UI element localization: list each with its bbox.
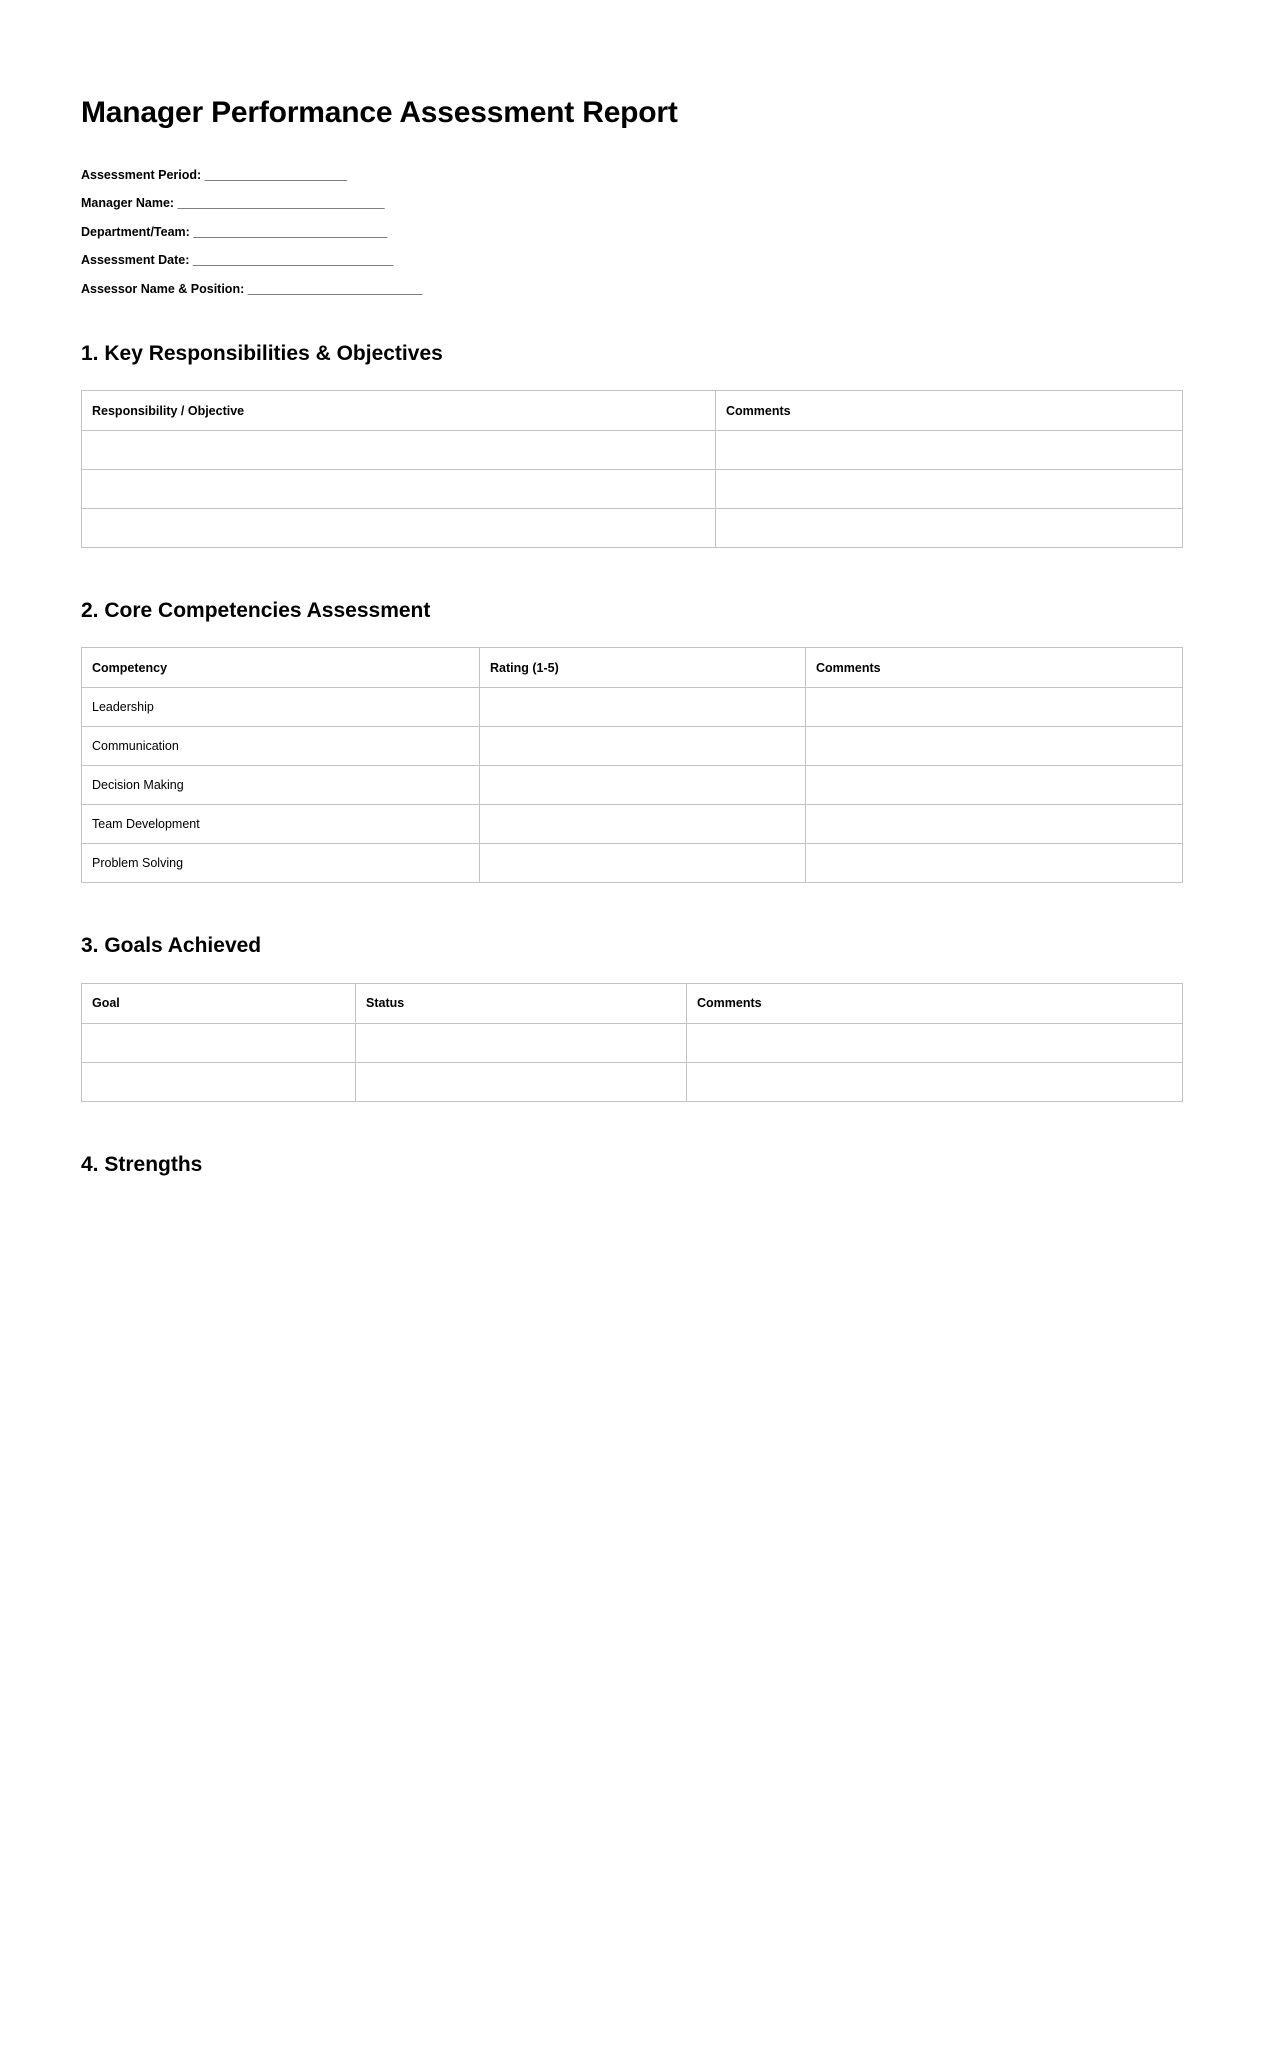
meta-label-assessment-period: Assessment Period: xyxy=(81,167,202,182)
cell-goal[interactable] xyxy=(82,1023,356,1062)
cell-responsibility[interactable] xyxy=(82,509,716,548)
table-row xyxy=(82,727,1183,766)
column-header-rating: Rating (1-5) xyxy=(480,648,806,688)
cell-comments[interactable] xyxy=(716,431,1183,470)
column-header-status: Status xyxy=(356,983,687,1023)
cell-goal[interactable] xyxy=(82,1062,356,1101)
page-title: Manager Performance Assessment Report xyxy=(81,96,678,129)
cell-comments[interactable] xyxy=(716,470,1183,509)
meta-field-assessor-name-position xyxy=(81,283,1182,296)
section-heading-key-responsibilities: 1. Key Responsibilities & Objectives xyxy=(81,342,443,365)
table-header-row xyxy=(82,648,1183,688)
cell-competency-communication: Communication xyxy=(82,727,480,766)
cell-comments-decision-making[interactable] xyxy=(806,766,1183,805)
meta-label-manager-name: Manager Name: xyxy=(81,196,175,210)
cell-rating-leadership[interactable] xyxy=(480,688,806,727)
table-row xyxy=(82,431,1183,470)
column-header-responsibility-objective: Responsibility / Objective xyxy=(82,391,716,431)
cell-status[interactable] xyxy=(356,1023,687,1062)
table-header-row xyxy=(82,391,1183,431)
table-core-competencies xyxy=(81,647,1183,883)
column-header-comments: Comments xyxy=(716,391,1183,431)
table-row xyxy=(82,688,1183,727)
meta-input-assessment-period[interactable]: ______________________ xyxy=(204,167,347,182)
cell-rating-decision-making[interactable] xyxy=(480,766,806,805)
column-header-goal: Goal xyxy=(82,983,356,1023)
table-goals-achieved xyxy=(81,983,1183,1102)
column-header-comments: Comments xyxy=(687,983,1183,1023)
meta-field-assessment-date xyxy=(81,254,1182,267)
cell-rating-communication[interactable] xyxy=(480,727,806,766)
section-heading-goals-achieved: 3. Goals Achieved xyxy=(81,934,262,958)
column-header-comments: Comments xyxy=(806,648,1183,688)
meta-input-department-team[interactable]: ______________________________ xyxy=(193,224,387,239)
meta-input-assessment-date[interactable]: _______________________________ xyxy=(192,253,393,267)
assessment-meta-block xyxy=(81,169,1182,296)
table-key-responsibilities xyxy=(81,390,1183,548)
cell-comments-leadership[interactable] xyxy=(806,688,1183,727)
cell-comments[interactable] xyxy=(716,509,1183,548)
cell-comments-communication[interactable] xyxy=(806,727,1183,766)
table-row xyxy=(82,805,1183,844)
cell-comments[interactable] xyxy=(687,1023,1183,1062)
cell-responsibility[interactable] xyxy=(82,470,716,509)
table-row xyxy=(82,766,1183,805)
table-row xyxy=(82,1023,1183,1062)
cell-competency-problem-solving: Problem Solving xyxy=(82,844,480,883)
table-row xyxy=(82,509,1183,548)
cell-competency-team-development: Team Development xyxy=(82,805,480,844)
table-row xyxy=(82,470,1183,509)
meta-field-assessment-period xyxy=(81,169,1182,182)
meta-input-manager-name[interactable]: ________________________________ xyxy=(177,196,385,210)
meta-label-assessor-name-position: Assessor Name & Position: xyxy=(81,281,245,296)
table-header-row xyxy=(82,983,1183,1023)
cell-rating-problem-solving[interactable] xyxy=(480,844,806,883)
cell-rating-team-development[interactable] xyxy=(480,805,806,844)
meta-field-manager-name xyxy=(81,197,1182,210)
cell-responsibility[interactable] xyxy=(82,431,716,470)
cell-comments-team-development[interactable] xyxy=(806,805,1183,844)
table-row xyxy=(82,1062,1183,1101)
cell-competency-decision-making: Decision Making xyxy=(82,766,480,805)
cell-comments[interactable] xyxy=(687,1062,1183,1101)
column-header-competency: Competency xyxy=(82,648,480,688)
section-heading-core-competencies: 2. Core Competencies Assessment xyxy=(81,599,431,623)
table-row xyxy=(82,844,1183,883)
meta-label-assessment-date: Assessment Date: xyxy=(81,253,190,267)
strengths-answer-area[interactable] xyxy=(81,1177,1182,1937)
cell-comments-problem-solving[interactable] xyxy=(806,844,1183,883)
meta-field-department-team xyxy=(81,226,1182,239)
meta-label-department-team: Department/Team: xyxy=(81,224,190,239)
cell-status[interactable] xyxy=(356,1062,687,1101)
section-heading-strengths: 4. Strengths xyxy=(81,1152,203,1176)
meta-input-assessor-name-position[interactable]: ___________________________ xyxy=(247,281,422,296)
cell-competency-leadership: Leadership xyxy=(82,688,480,727)
